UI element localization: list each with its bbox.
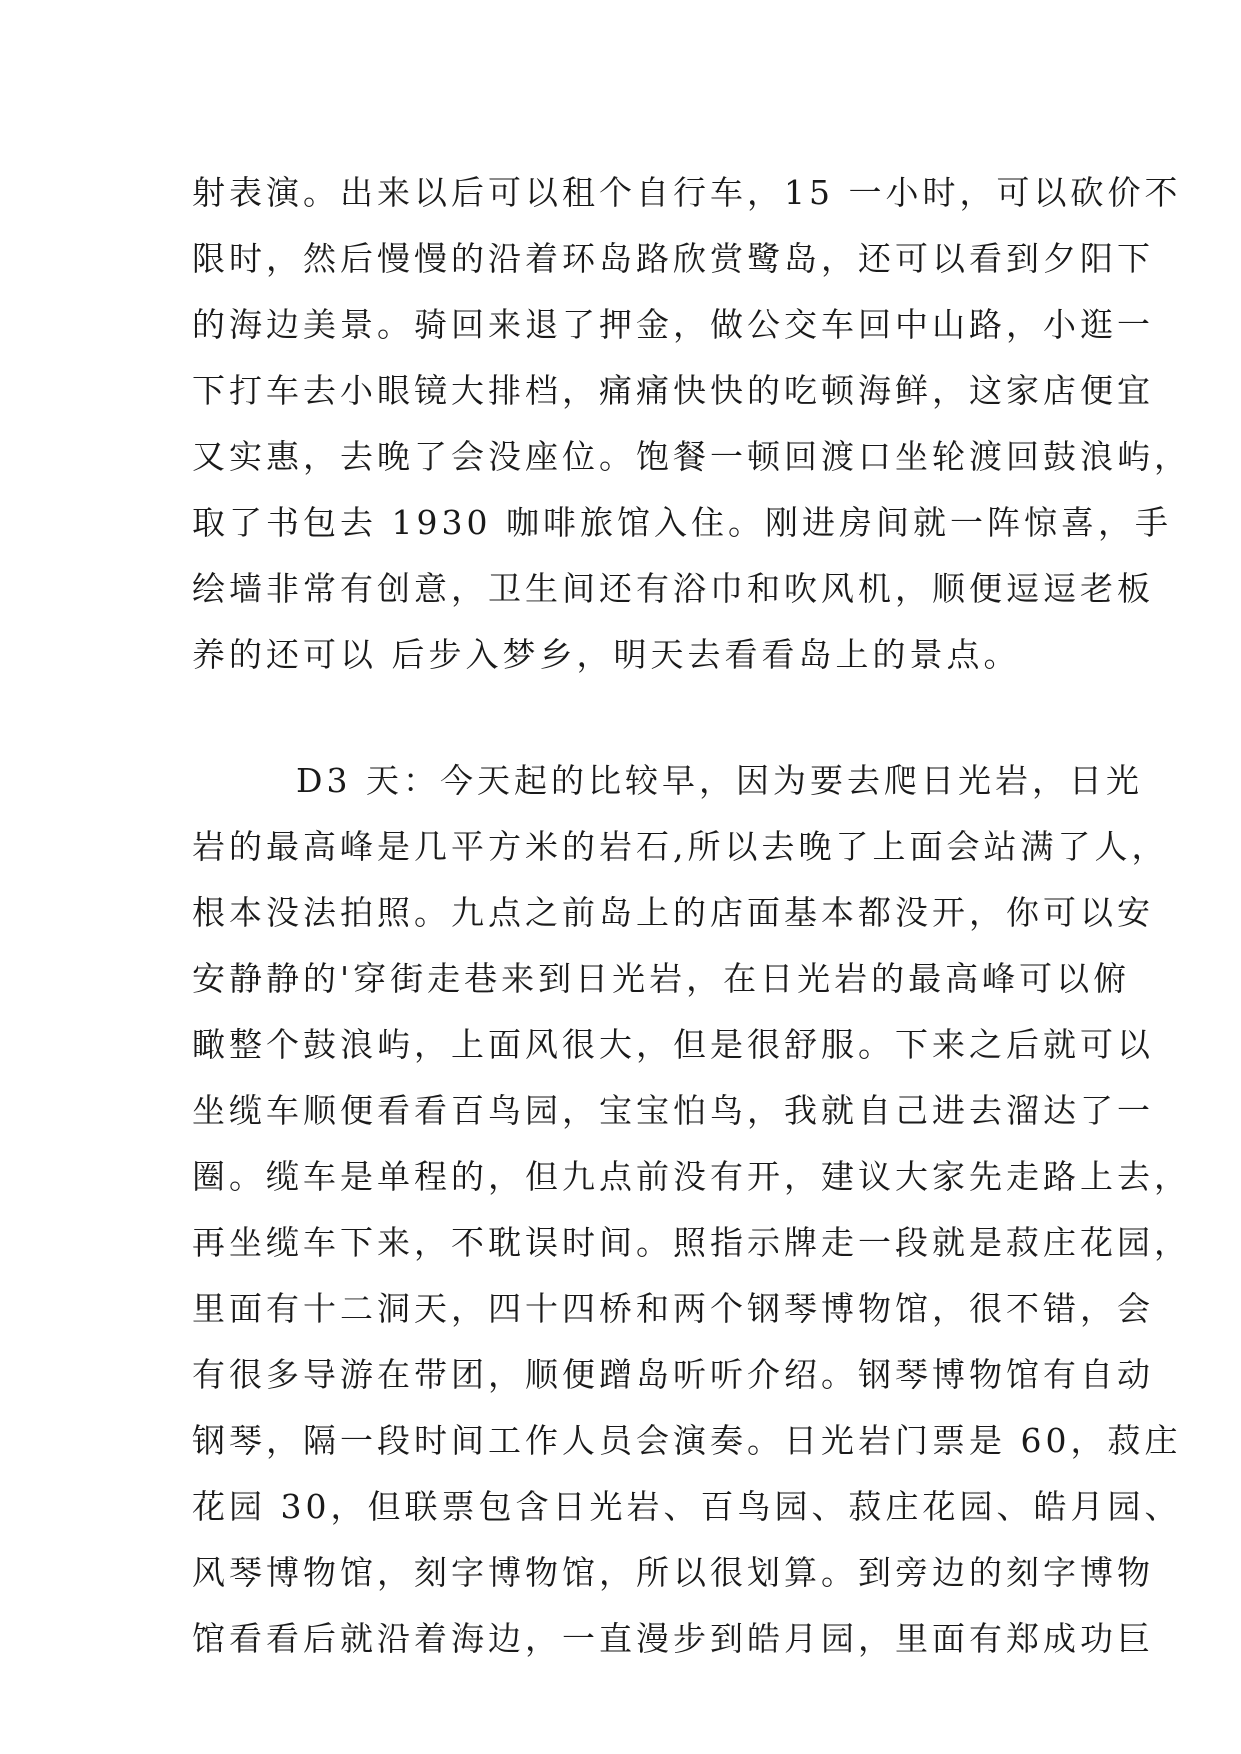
text-line: 的海边美景。骑回来退了押金，做公交车回中山路，小逛一 [192, 305, 1154, 344]
text-line: 岩的最高峰是几平方米的岩石,所以去晚了上面会站满了人， [192, 827, 1169, 866]
text-line: 坐缆车顺便看看百鸟园，宝宝怕鸟，我就自己进去溜达了一 [192, 1091, 1154, 1130]
text-line: 绘墙非常有创意，卫生间还有浴巾和吹风机，顺便逗逗老板 [192, 569, 1154, 608]
text-line: 花园 30，但联票包含日光岩、百鸟园、菽庄花园、皓月园、 [192, 1487, 1182, 1526]
text-line: 下打车去小眼镜大排档，痛痛快快的吃顿海鲜，这家店便宜 [192, 371, 1154, 410]
text-line-first: D3 天：今天起的比较早，因为要去爬日光岩，日光 [296, 761, 1143, 800]
paragraph-2 [192, 748, 1191, 1672]
text-line: 圈。缆车是单程的，但九点前没有开，建议大家先走路上去， [192, 1157, 1191, 1196]
text-line: 馆看看后就沿着海边，一直漫步到皓月园，里面有郑成功巨 [192, 1619, 1154, 1658]
paragraph-1 [192, 160, 1191, 688]
text-line: 风琴博物馆，刻字博物馆，所以很划算。到旁边的刻字博物 [192, 1553, 1154, 1592]
text-line: 又实惠，去晚了会没座位。饱餐一顿回渡口坐轮渡回鼓浪屿， [192, 437, 1191, 476]
text-line: 养的还可以 后步入梦乡，明天去看看岛上的景点。 [192, 635, 1021, 674]
text-line: 安静静的'穿街走巷来到日光岩，在日光岩的最高峰可以俯 [192, 959, 1131, 998]
text-line: 钢琴，隔一段时间工作人员会演奏。日光岩门票是 60，菽庄 [192, 1421, 1182, 1460]
text-line: 再坐缆车下来，不耽误时间。照指示牌走一段就是菽庄花园， [192, 1223, 1191, 1262]
text-line: 限时，然后慢慢的沿着环岛路欣赏鹭岛，还可以看到夕阳下 [192, 239, 1154, 278]
text-line: 根本没法拍照。九点之前岛上的店面基本都没开，你可以安 [192, 893, 1154, 932]
text-line: 里面有十二洞天，四十四桥和两个钢琴博物馆，很不错，会 [192, 1289, 1154, 1328]
text-line: 射表演。出来以后可以租个自行车，15 一小时，可以砍价不 [192, 173, 1182, 212]
text-line: 取了书包去 1930 咖啡旅馆入住。刚进房间就一阵惊喜，手 [192, 503, 1172, 542]
text-line: 有很多导游在带团，顺便蹭岛听听介绍。钢琴博物馆有自动 [192, 1355, 1154, 1394]
text-line: 瞰整个鼓浪屿，上面风很大，但是很舒服。下来之后就可以 [192, 1025, 1154, 1064]
